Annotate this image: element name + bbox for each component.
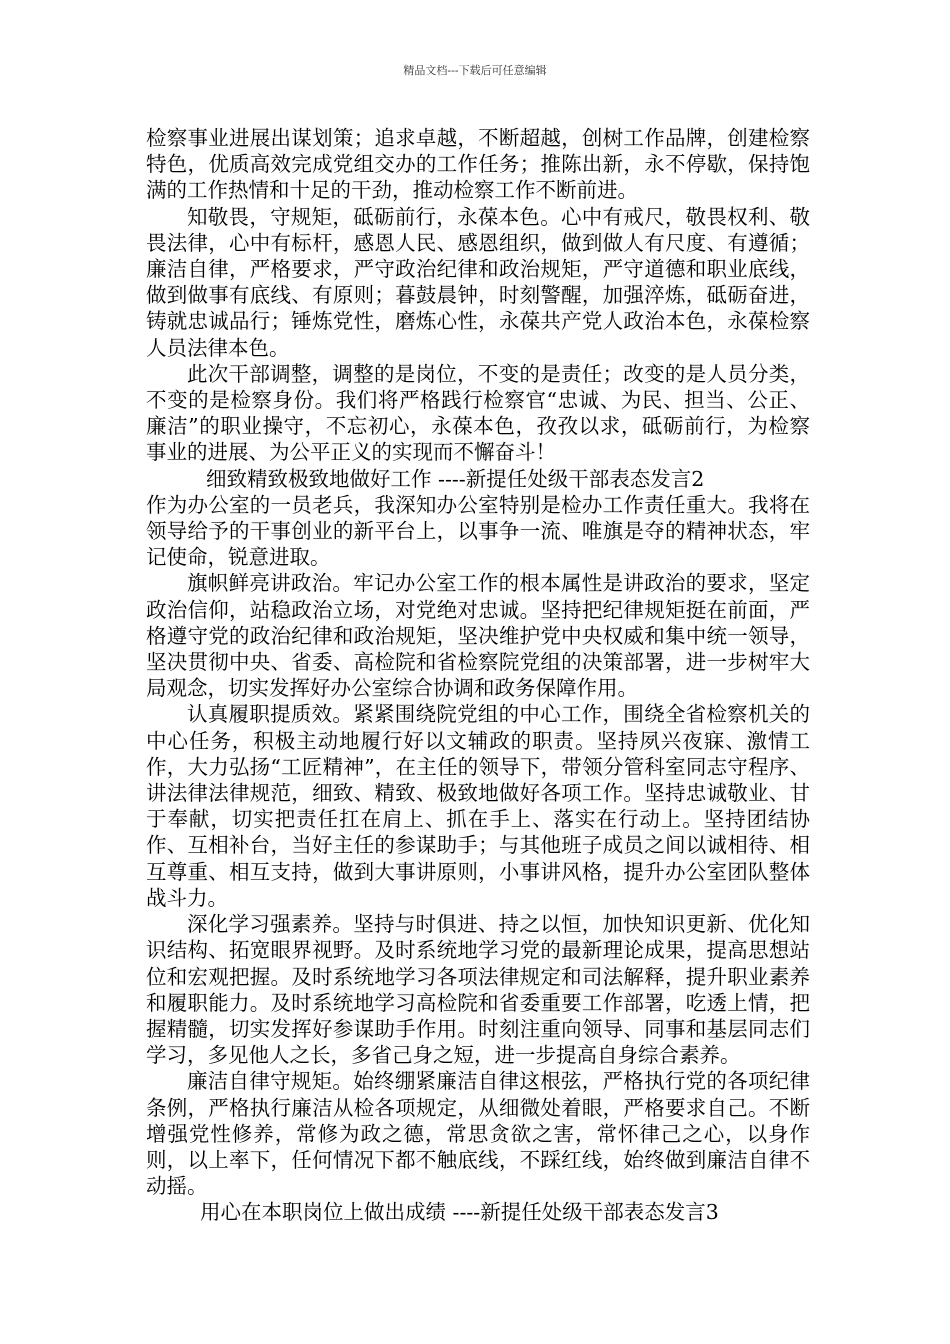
paragraph-continuation: 检察事业进展出谋划策；追求卓越，不断超越，创树工作品牌，创建检察特色，优质高效完成党组交办的工作任务；推陈出新，永不停歇，保持饱满的工作热情和十足的干劲，推动检察工作不断前进。 [146,126,810,203]
paragraph-awe-rules: 知敬畏，守规矩，砥砺前行，永葆本色。心中有戒尺，敬畏权利、敬畏法律，心中有标杆，感恩人民、感恩组织，做到做人有尺度、有遵循；廉洁自律，严格要求，严守政治纪律和政治规矩，严守道德和职业底线，做到做事有底线、有原则；暮鼓晨钟，时刻警醒，加强淬炼，砥砺奋进，铸就忠诚品行；锤炼党性，磨炼心性，永葆共产党人政治本色，永葆检察人员法律本色。 [146,204,810,360]
paragraph-adjustment: 此次干部调整，调整的是岗位，不变的是责任；改变的是人员分类，不变的是检察身份。我们将严格践行检察官“忠诚、为民、担当、公正、廉洁”的职业操守，不忘初心，永葆本色，孜孜以求，砥砺前行，为检察事业的进展、为公平正义的实现而不懈奋斗！ [146,361,810,465]
page-header: 精品文档---下载后可任意编辑 [403,64,547,77]
paragraph-office-veteran: 作为办公室的一员老兵，我深知办公室特别是检办工作责任重大。我将在领导给予的干事创业的新平台上，以事争一流、唯旗是夺的精神状态，牢记使命，锐意进取。 [146,492,810,570]
paragraph-duty: 认真履职提质效。紧紧围绕院党组的中心工作，围绕全省检察机关的中心任务，积极主动地履行好以文辅政的职责。坚持夙兴夜寐、激情工作，大力弘扬“工匠精神”，在主任的领导下，带领分管科室同志守程序、讲法律法律规范，细致、精致、极致地做好各项工作。坚持忠诚敬业、甘于奉献，切实把责任扛在肩上、抓在手上、落实在行动上。坚持团结协作、互相补台，当好主任的参谋助手；与其他班子成员之间以诚相待、相互尊重、相互支持，做到大事讲原则，小事讲风格，提升办公室团队整体战斗力。 [146,702,810,910]
speech-title-2: 细致精致极致地做好工作 ----新提任处级干部表态发言2 [206,466,705,491]
paragraph-learning: 深化学习强素养。坚持与时俱进、持之以恒，加快知识更新、优化知识结构、拓宽眼界视野。及时系统地学习党的最新理论成果，提高思想站位和宏观把握。及时系统地学习各项法律规定和司法解释，提升职业素养和履职能力。及时系统地学习高检院和省委重要工作部署，吃透上情，把握精髓，切实发挥好参谋助手作用。时刻注重向领导、同事和基层同志们学习，多见他人之长，多省己身之短，进一步提高自身综合素养。 [146,912,810,1068]
paragraph-politics: 旗帜鲜亮讲政治。牢记办公室工作的根本属性是讲政治的要求，坚定政治信仰，站稳政治立场，对党绝对忠诚。坚持把纪律规矩挺在前面，严格遵守党的政治纪律和政治规矩，坚决维护党中央权威和集中统一领导，坚决贯彻中央、省委、高检院和省检察院党组的决策部署，进一步树牢大局观念，切实发挥好办公室综合协调和政务保障作用。 [146,571,810,701]
document-body [146,125,810,1226]
speech-title-3: 用心在本职岗位上做出成绩 ----新提任处级干部表态发言3 [200,1200,719,1225]
paragraph-integrity: 廉洁自律守规矩。始终绷紧廉洁自律这根弦，严格执行党的各项纪律条例，严格执行廉洁从检各项规定，从细微处着眼，严格要求自己。不断增强党性修养，常修为政之德，常思贪欲之害，常怀律己之心，以身作则，以上率下，任何情况下都不触底线，不踩红线，始终做到廉洁自律不动摇。 [146,1069,810,1199]
